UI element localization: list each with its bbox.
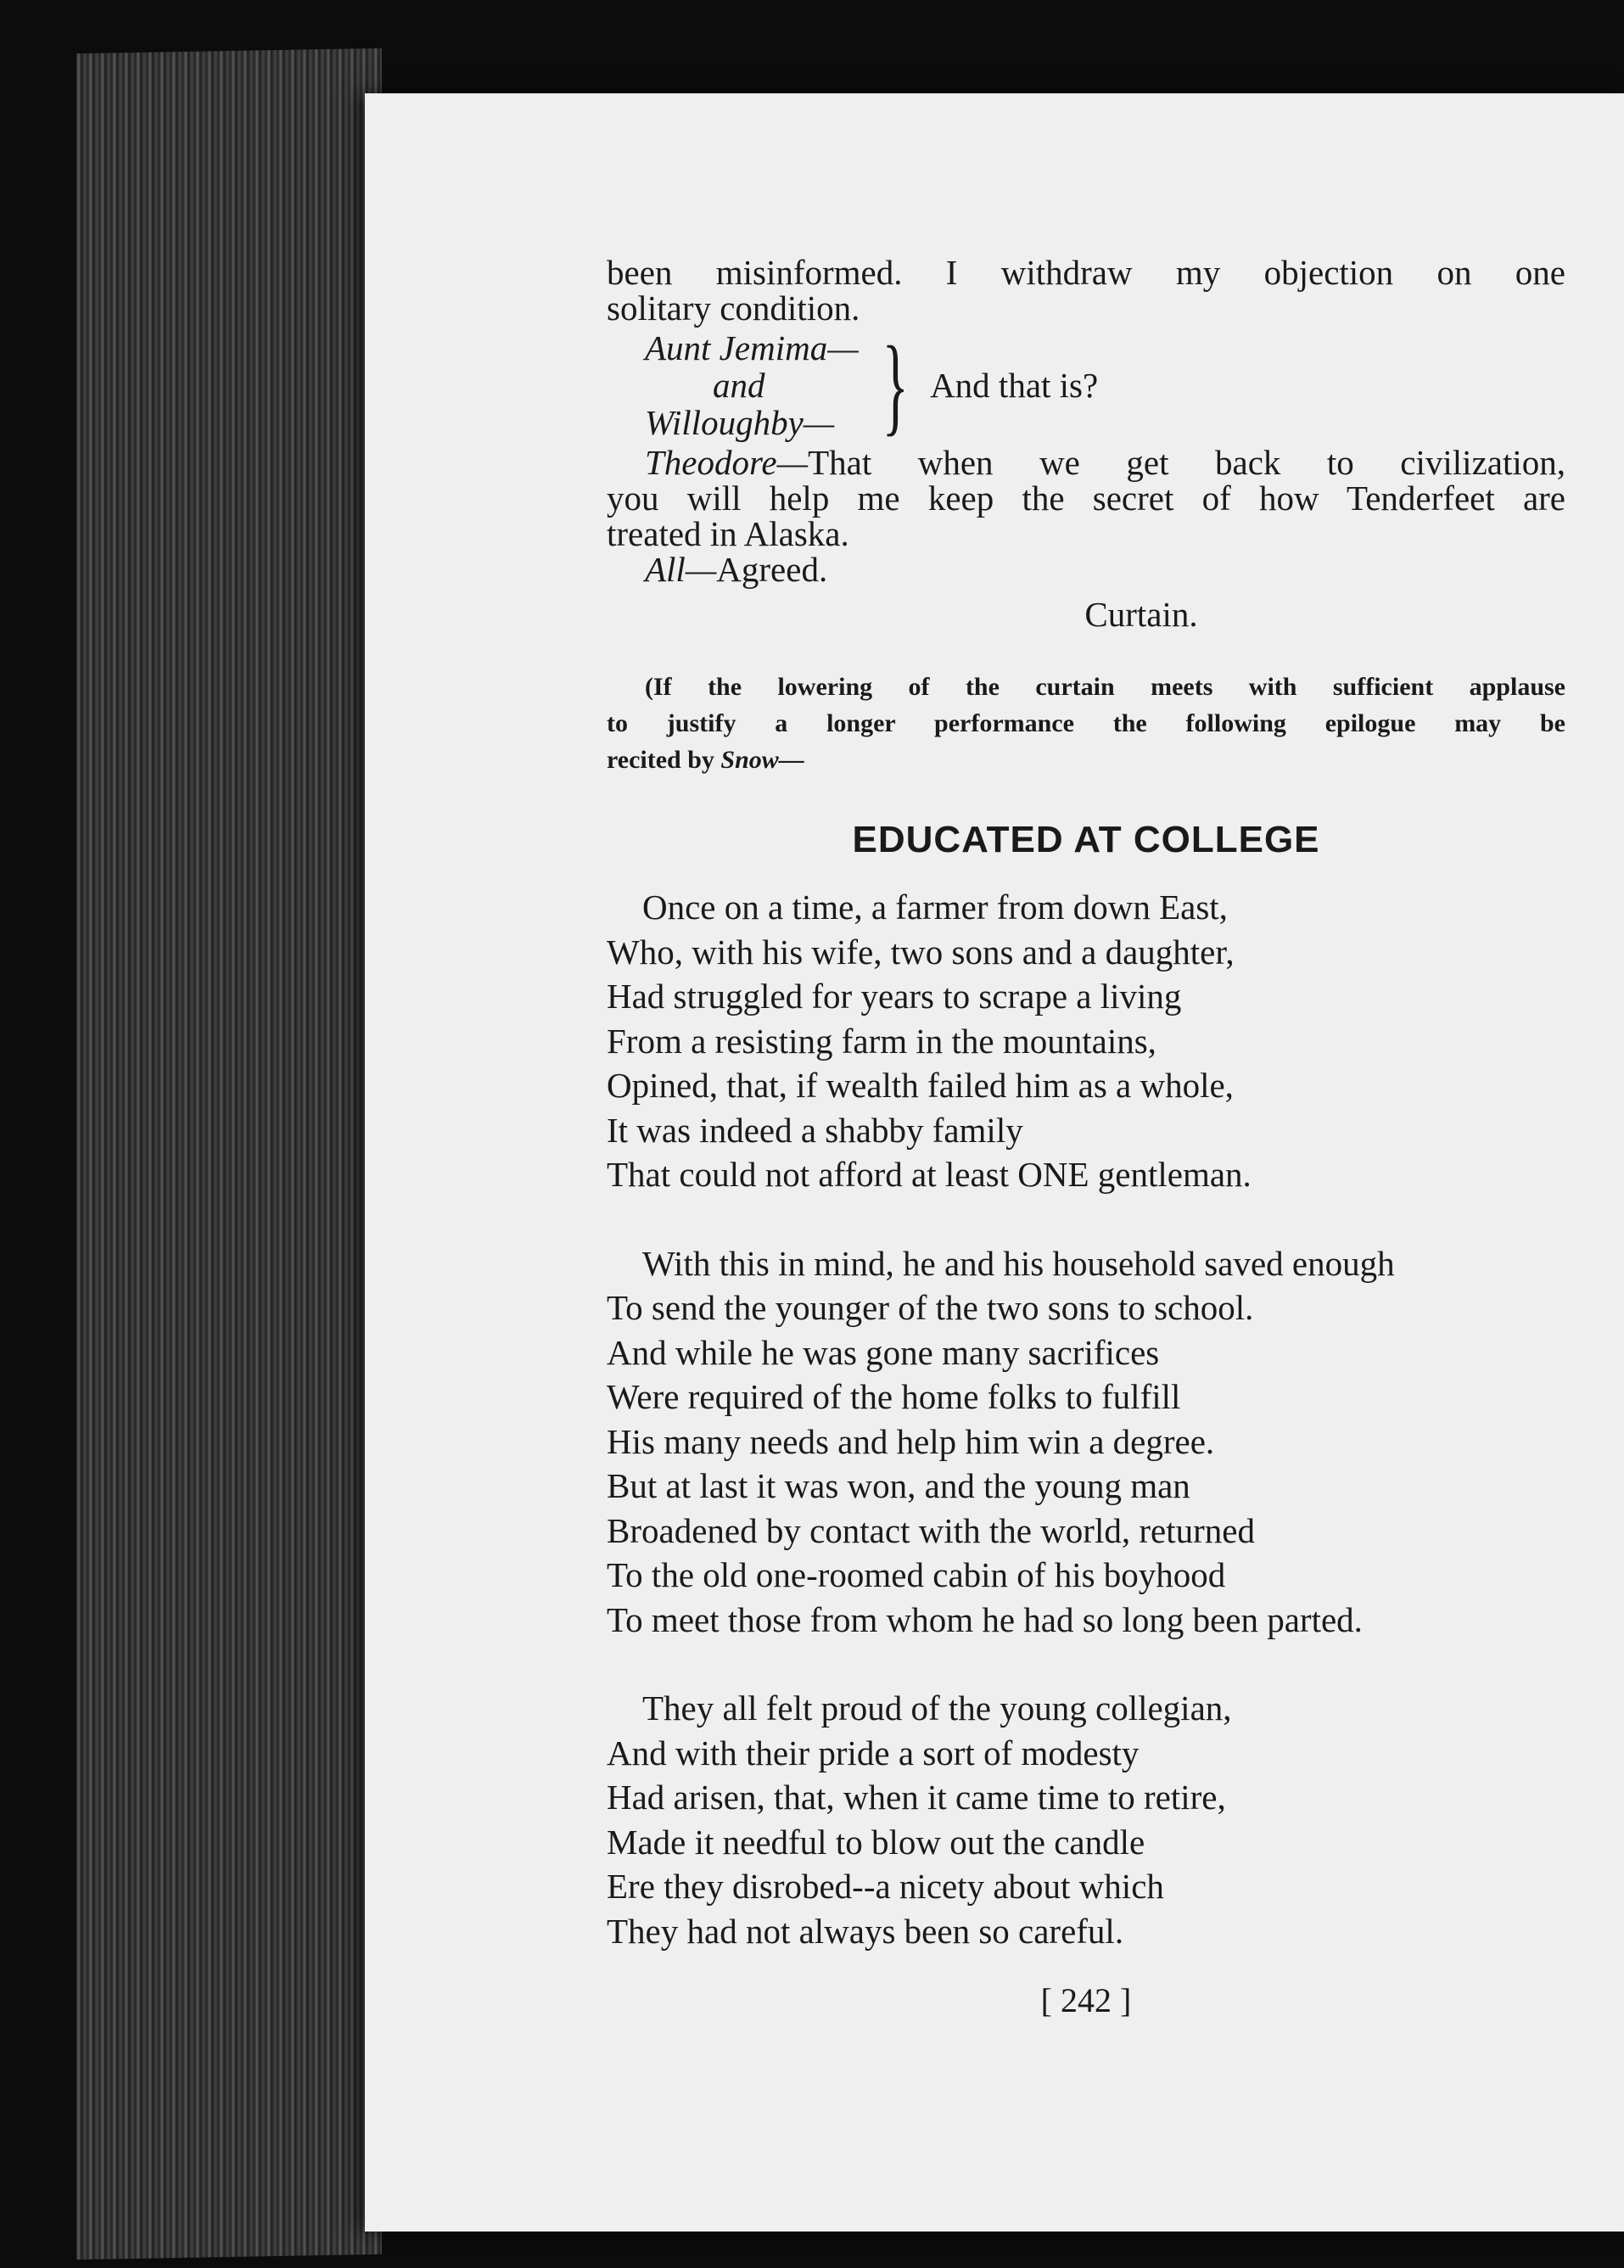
curtain-direction: Curtain. bbox=[1084, 595, 1198, 634]
theodore-line-2: you will help me keep the secret of how Tenderfeet are bbox=[607, 479, 1565, 518]
theodore-line-3: treated in Alaska. bbox=[607, 514, 849, 553]
poem-line: It was indeed a shabby family bbox=[607, 1110, 1023, 1150]
bracket-speaker-names bbox=[645, 329, 859, 441]
stage-note bbox=[607, 669, 1565, 778]
note-last-prefix: recited by bbox=[607, 746, 721, 774]
poem-line: His many needs and help him win a degree. bbox=[607, 1421, 1215, 1461]
speaker-aunt-jemima: Aunt Jemima— bbox=[645, 328, 859, 367]
poem-title: EDUCATED AT COLLEGE bbox=[852, 819, 1320, 860]
poem-line: To meet those from whom he had so long been parted. bbox=[607, 1599, 1363, 1639]
poem-line: Once on a time, a farmer from down East, bbox=[642, 888, 1228, 927]
dialogue-continuation-end: solitary condition. bbox=[607, 288, 860, 328]
poem-line: With this in mind, he and his household saved enough bbox=[642, 1243, 1395, 1283]
curly-brace: } bbox=[882, 324, 909, 446]
poem-line: And while he was gone many sacrifices bbox=[607, 1332, 1160, 1372]
poem-line: Were required of the home folks to fulfill bbox=[607, 1377, 1181, 1416]
poem-line: They had not always been so careful. bbox=[607, 1911, 1124, 1951]
poem-line: From a resisting farm in the mountains, bbox=[607, 1021, 1156, 1061]
poem-line: Made it needful to blow out the candle bbox=[607, 1822, 1145, 1862]
poem-line: And with their pride a sort of modesty bbox=[607, 1733, 1140, 1772]
poem-line: That could not afford at least ONE gentleman. bbox=[607, 1155, 1252, 1194]
theodore-text-1: That when we get back to civilization, bbox=[808, 443, 1565, 482]
poem-line: Who, with his wife, two sons and a daughter, bbox=[607, 932, 1235, 972]
poem-line: They all felt proud of the young collegian, bbox=[642, 1688, 1232, 1728]
poem-line: Had struggled for years to scrape a living bbox=[607, 977, 1182, 1016]
book-edge bbox=[76, 48, 382, 2260]
poem-stanza-1 bbox=[607, 885, 1565, 1197]
poem-line: Ere they disrobed--a nicety about which bbox=[607, 1867, 1164, 1906]
all-text: Agreed. bbox=[716, 550, 828, 589]
poem-line: But at last it was won, and the young man bbox=[607, 1466, 1190, 1505]
bracketed-speakers bbox=[645, 326, 1565, 445]
page-number: [ 242 ] bbox=[1040, 1981, 1132, 2019]
note-line-3 bbox=[607, 742, 1565, 778]
speaker-theodore: Theodore— bbox=[645, 443, 809, 482]
dialogue-continuation: been misinformed. I withdraw my objection on one bbox=[607, 253, 1565, 292]
speaker-all: All— bbox=[645, 550, 717, 589]
note-line-1: (If the lowering of the curtain meets with sufficient applause bbox=[645, 673, 1565, 701]
poem-line: To send the younger of the two sons to school. bbox=[607, 1288, 1254, 1327]
speaker-and: and bbox=[713, 366, 765, 405]
bracket-line: And that is? bbox=[930, 366, 1099, 405]
speaker-willoughby: Willoughby— bbox=[645, 403, 835, 442]
page-content bbox=[607, 255, 1565, 2020]
poem-stanza-2 bbox=[607, 1241, 1565, 1643]
poem-line: Opined, that, if wealth failed him as a whole, bbox=[607, 1066, 1234, 1105]
note-line-2: to justify a longer performance the following epilogue may be bbox=[607, 709, 1565, 737]
poem-line: To the old one-roomed cabin of his boyhood bbox=[607, 1555, 1226, 1594]
speaker-snow: Snow— bbox=[720, 746, 804, 774]
poem-line: Broadened by contact with the world, returned bbox=[607, 1510, 1255, 1550]
theodore-line-1 bbox=[607, 445, 1565, 480]
all-line bbox=[607, 552, 1565, 587]
poem-stanza-3 bbox=[607, 1686, 1565, 1953]
poem-line: Had arisen, that, when it came time to retire, bbox=[607, 1778, 1226, 1817]
